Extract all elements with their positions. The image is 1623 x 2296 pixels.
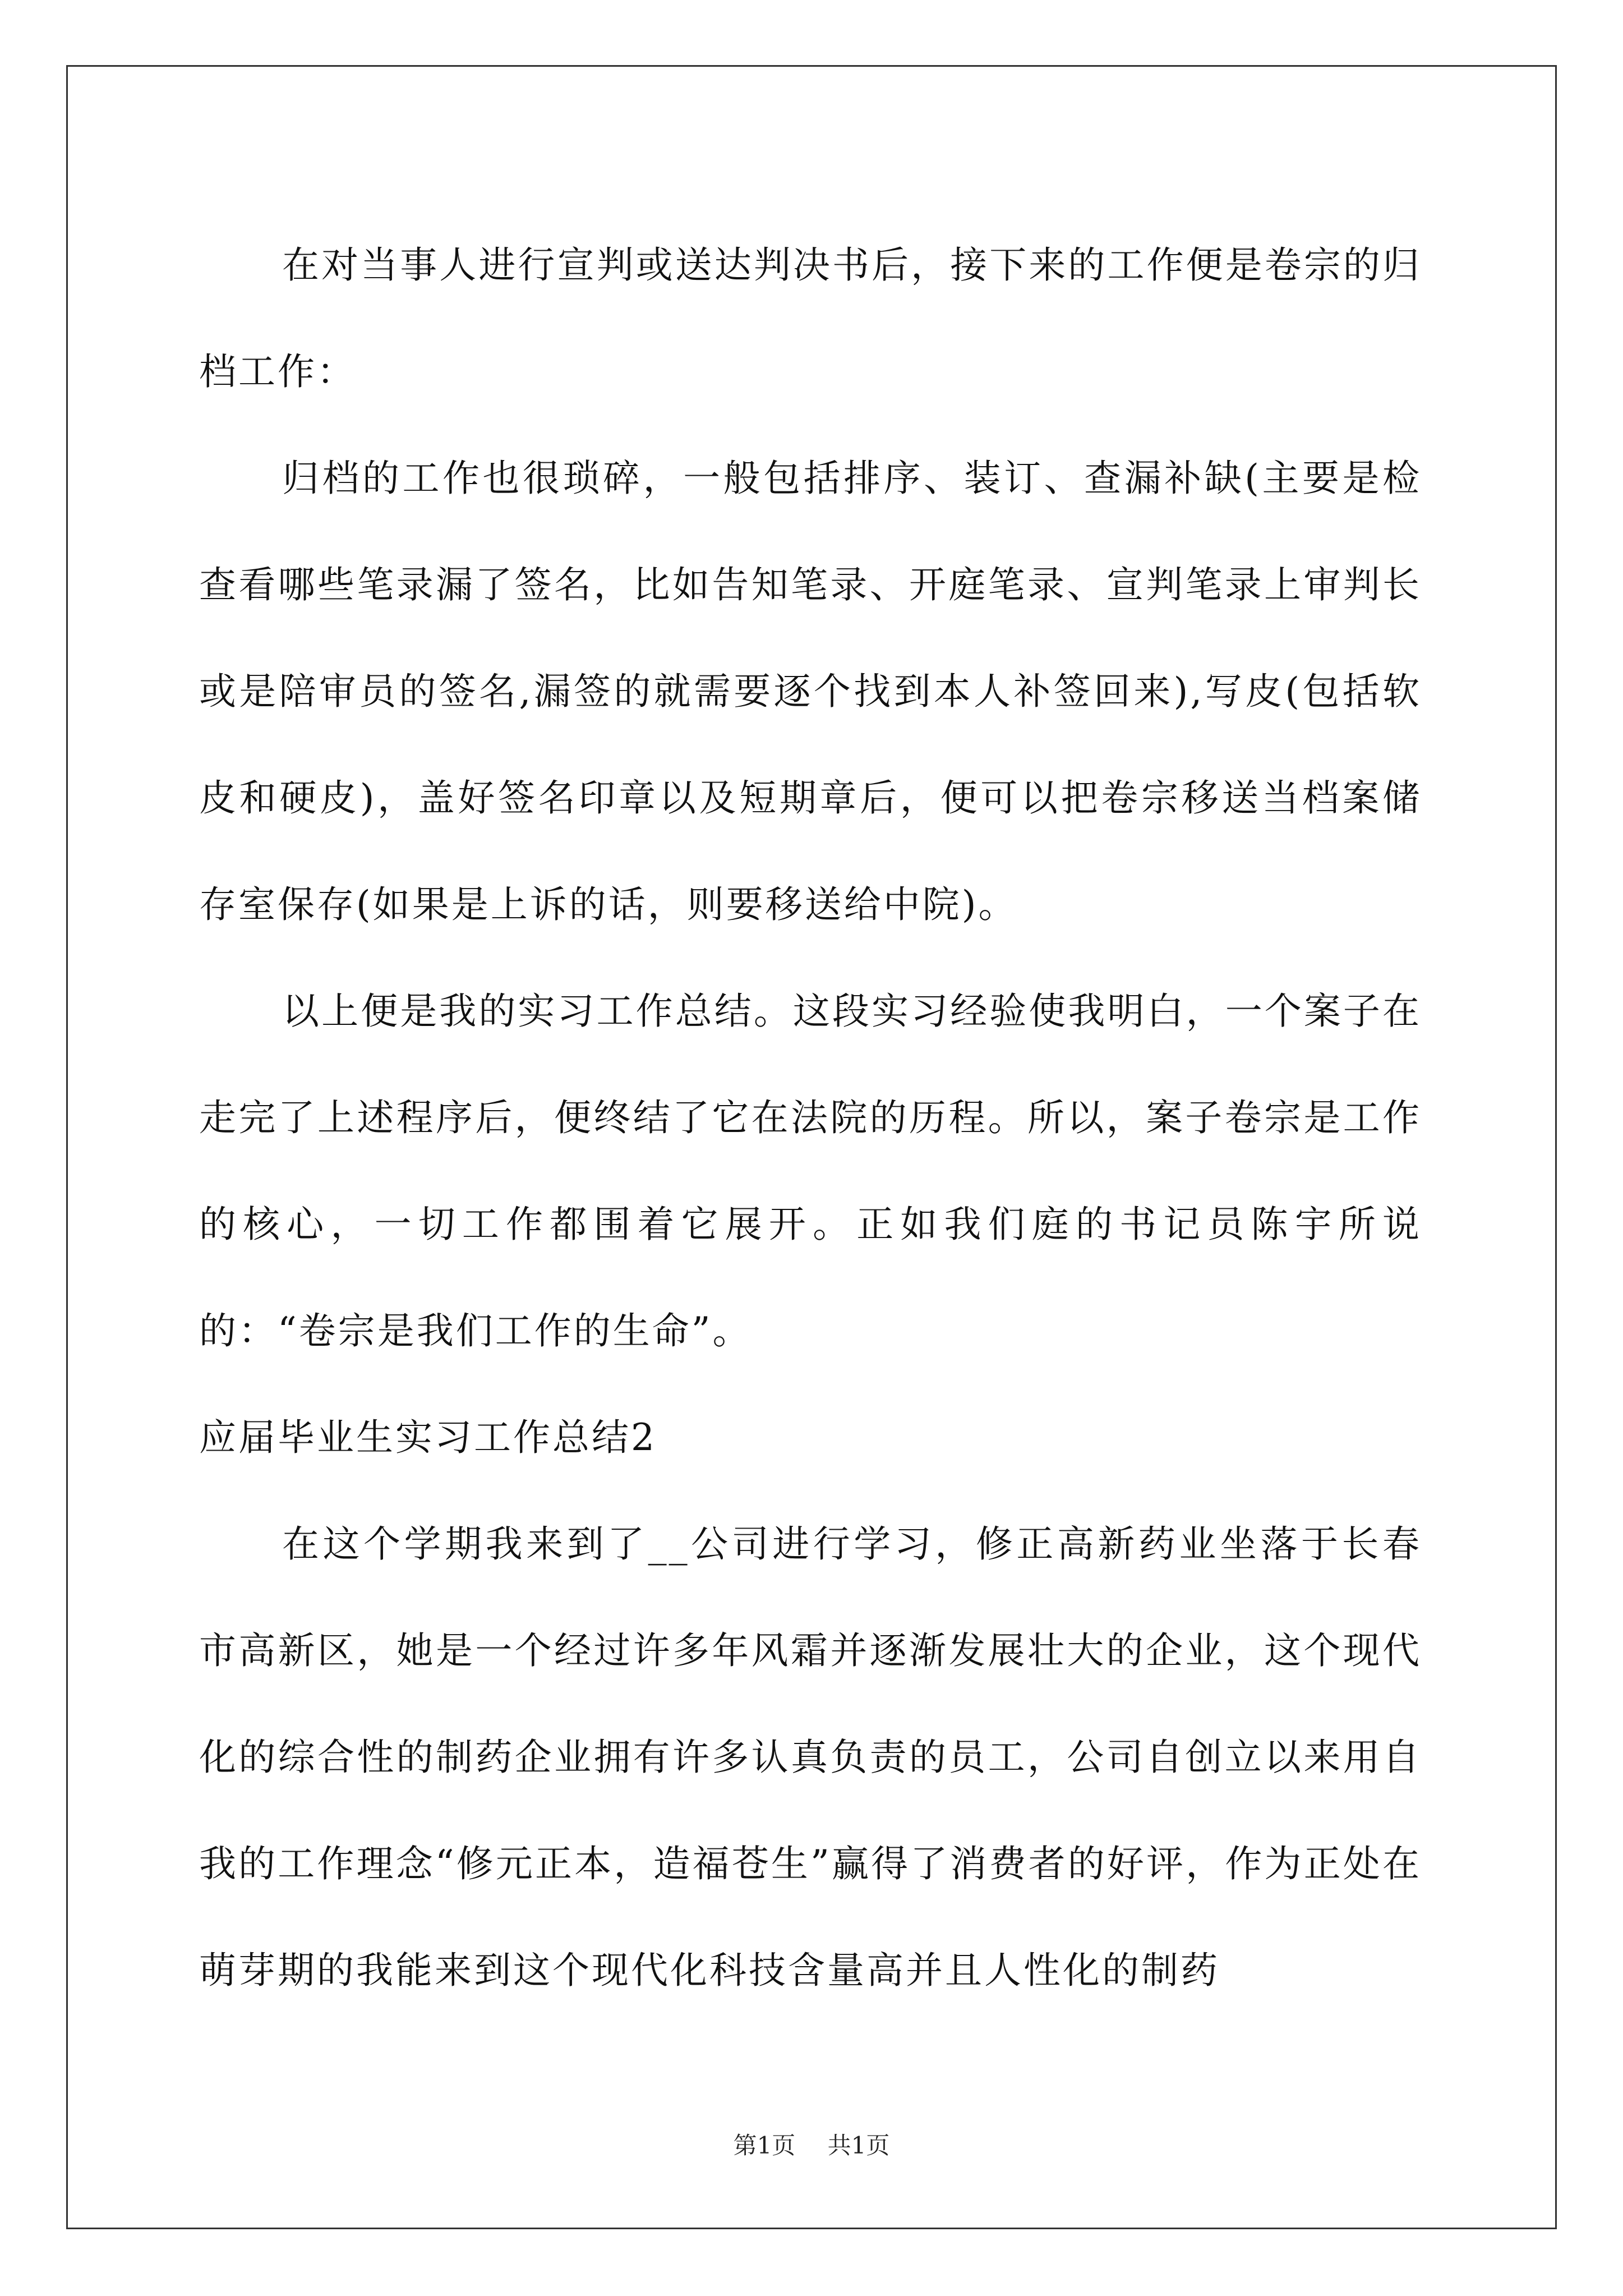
- paragraph-company-intro: 在这个学期我来到了__公司进行学习，修正高新药业坐落于长春市高新区，她是一个经过许多年风霜并逐渐发展壮大的企业，这个现代化的综合性的制药企业拥有许多认真负责的员工，公司自创立以来用自我的工作理念“修元正本，造福苍生”赢得了消费者的好评，作为正处在萌芽期的我能来到这个现代化科技含量高并且人性化的制药: [199, 1522, 1422, 1992]
- section-heading: 应届毕业生实习工作总结2: [199, 1416, 657, 1459]
- page-number: 第1页: [733, 2132, 796, 2159]
- page-total: 共1页: [827, 2132, 890, 2159]
- page-footer: [0, 2127, 1623, 2161]
- document-body: [199, 212, 1422, 2024]
- paragraph-summary: 以上便是我的实习工作总结。这段实习经验使我明白，一个案子在走完了上述程序后，便终结了它在法院的历程。所以，案子卷宗是工作的核心，一切工作都围着它展开。正如我们庭的书记员陈宇所说的：“卷宗是我们工作的生命”。: [199, 990, 1422, 1352]
- paragraph-archiving-intro: 在对当事人进行宣判或送达判决书后，接下来的工作便是卷宗的归档工作：: [199, 243, 1422, 393]
- paragraph-archiving-details: 归档的工作也很琐碎，一般包括排序、装订、查漏补缺(主要是检查看哪些笔录漏了签名，比如告知笔录、开庭笔录、宣判笔录上审判长或是陪审员的签名,漏签的就需要逐个找到本人补签回来),写皮(包括软皮和硬皮)，盖好签名印章以及短期章后，便可以把卷宗移送当档案储存室保存(如果是上诉的话，则要移送给中院)。: [199, 457, 1422, 926]
